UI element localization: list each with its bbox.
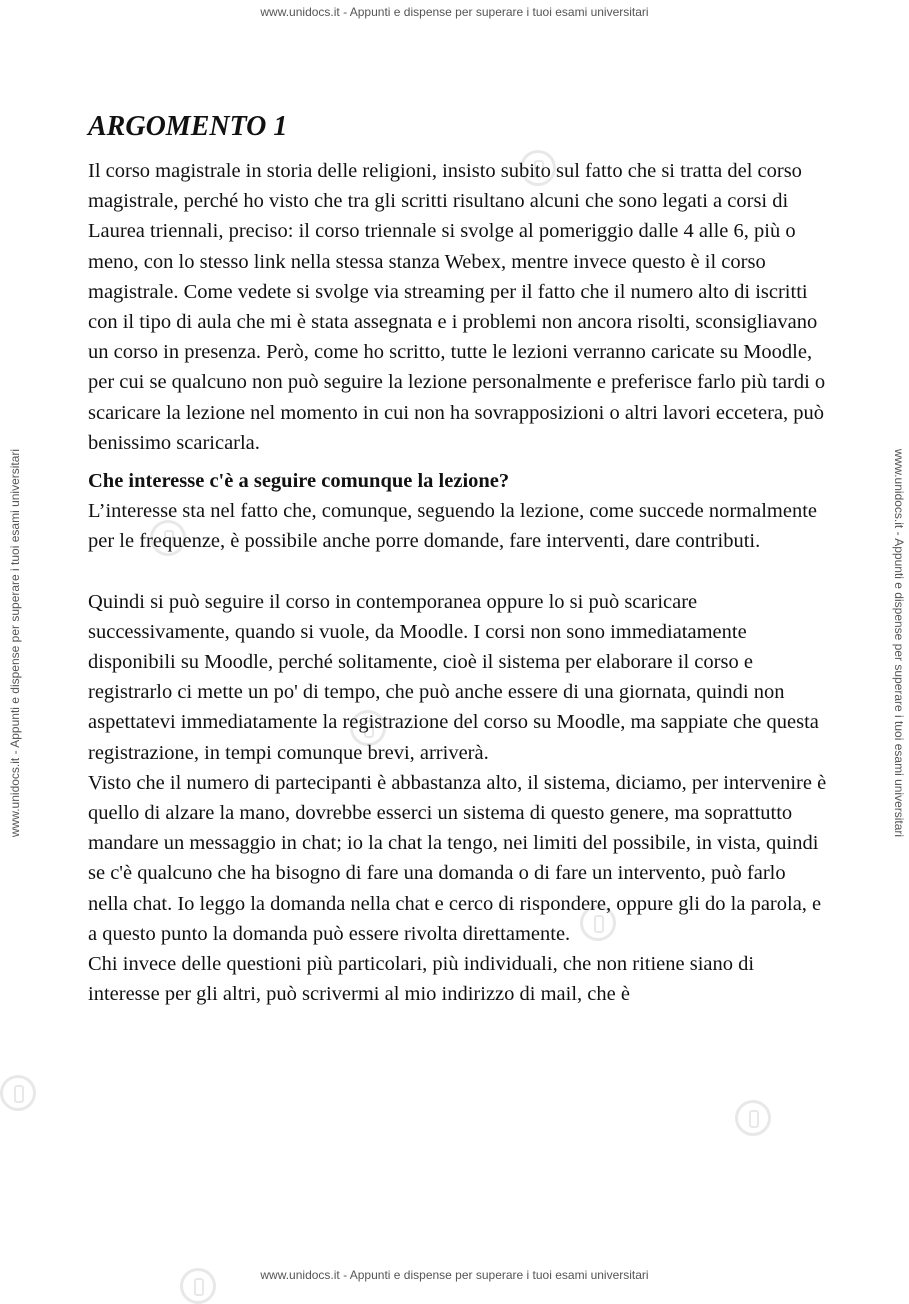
document-body	[88, 110, 828, 1009]
watermark-right: www.unidocs.it - Appunti e dispense per superare i tuoi esami universitari	[892, 448, 906, 838]
paragraph-mail: Chi invece delle questioni più particolari, più individuali, che non ritiene siano di interesse per gli altri, può scrivermi al mio indirizzo di mail, che è	[88, 953, 755, 1006]
watermark-logo-icon	[0, 1075, 36, 1111]
watermark-left: www.unidocs.it - Appunti e dispense per superare i tuoi esami universitari	[8, 448, 22, 838]
page-title: ARGOMENTO 1	[88, 111, 288, 142]
paragraph-interest: L’interesse sta nel fatto che, comunque, seguendo la lezione, come succede normalmente per le frequenze, è possibile anche porre domande, fare interventi, dare contributi.	[88, 500, 817, 553]
paragraph-intro: Il corso magistrale in storia delle religioni, insisto subito sul fatto che si tratta del corso magistrale, perché ho visto che tra gli scritti risultano alcuni che sono legati a corsi di Laurea triennali, preciso: il corso triennale si svolge al pomeriggio dalle 4 alle 6, più o meno, con lo stesso link nella stessa stanza Webex, mentre invece questo è il corso magistrale. Come vedete si svolge via streaming per il fatto che il numero alto di iscritti con il tipo di aula che mi è stata assegnata e i problemi non ancora risolti, sconsigliavano un corso in presenza. Però, come ho scritto, tutte le lezioni verranno caricate su Moodle, per cui se qualcuno non può seguire la lezione personalmente e preferisce farlo più tardi o scaricare la lezione nel momento in cui non ha sovrapposizioni o altri lavori eccetera, può benissimo scaricarla.	[88, 160, 826, 454]
section-subheading: Che interesse c'è a seguire comunque la lezione?	[88, 470, 510, 493]
paragraph-chat: Visto che il numero di partecipanti è abbastanza alto, il sistema, diciamo, per intervenire è quello di alzare la mano, dovrebbe esserci un sistema di questo genere, ma soprattutto mandare un messaggio in chat; io la chat la tengo, nei limiti del possibile, in vista, quindi se c'è qualcuno che ha bisogno di fare una domanda o di fare un intervento, può farlo nella chat. Io leggo la domanda nella chat e cerco di rispondere, oppure gli do la parola, e a questo punto la domanda può essere rivolta direttamente.	[88, 771, 827, 945]
watermark-top: www.unidocs.it - Appunti e dispense per superare i tuoi esami universitari	[260, 5, 649, 19]
watermark-logo-icon	[735, 1100, 771, 1136]
paragraph-moodle: Quindi si può seguire il corso in contemporanea oppure lo si può scaricare successivamente, quando si vuole, da Moodle. I corsi non sono immediatamente disponibili su Moodle, perché solitamente, cioè il sistema per elaborare il corso e registrarlo ci mette un po' di tempo, che può anche essere di una giornata, quindi non aspettatevi immediatamente la registrazione del corso su Moodle, ma sappiate che questa registrazione, in tempi comunque brevi, arriverà.	[88, 590, 819, 764]
watermark-bottom: www.unidocs.it - Appunti e dispense per superare i tuoi esami universitari	[260, 1268, 649, 1282]
